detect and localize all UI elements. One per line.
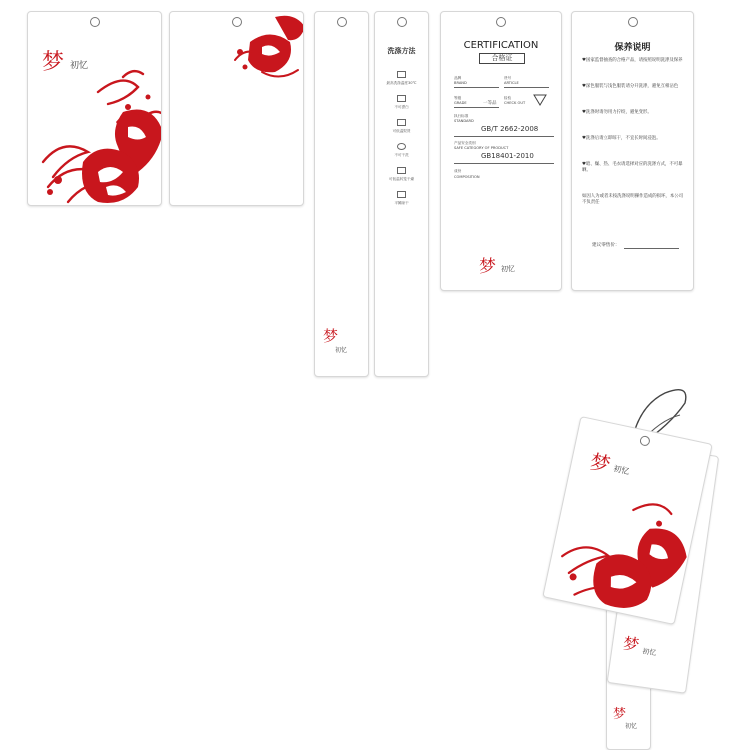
brand-name: 梦 — [613, 707, 627, 722]
care-notes-title: 保养说明 — [614, 43, 651, 53]
safety-label-cn: 产品安全类别 — [454, 141, 476, 145]
safety-value: GB18401-2010 — [481, 152, 534, 160]
care-note-paragraph: ♥深色服装与浅色服装请分开洗涤，避免互相沾色 — [582, 84, 679, 89]
care-instruction-strip — [374, 11, 429, 377]
care-note-paragraph: ♥洗涤时请勿用力拧绞，避免变形。 — [582, 110, 652, 115]
brand-name: 梦 — [323, 327, 339, 345]
brand-subtitle: 初忆 — [335, 347, 348, 354]
tag-hole — [337, 17, 347, 27]
divider — [454, 163, 554, 164]
brand-label-en: BRAND — [454, 81, 467, 85]
brand-name: 梦 — [621, 633, 641, 655]
article-label-cn: 货号 — [504, 76, 512, 80]
certificate-label-box: 合格证 — [479, 53, 525, 64]
safety-label-en: SAFE CATEGORY OF PRODUCT — [454, 146, 509, 150]
care-note-paragraph: ♥洗涤后请立即晾干，不宜长时间浸泡。 — [582, 136, 661, 141]
grade-label-cn: 等级 — [454, 96, 462, 100]
brand-label-cn: 品牌 — [454, 76, 462, 80]
dry-clean-icon — [397, 143, 406, 150]
certification-title: CERTIFICATION — [463, 40, 539, 51]
brand-name: 梦 — [42, 50, 65, 75]
tag-hole — [397, 17, 407, 27]
bleach-icon — [397, 95, 406, 102]
wash-icon — [397, 71, 406, 78]
care-notes-tag — [571, 11, 694, 291]
brand-subtitle: 初忆 — [501, 265, 515, 273]
article-label-en: ARTICLE — [504, 81, 519, 85]
divider — [454, 136, 554, 137]
care-note-paragraph: ♥国家监督抽查的合格产品，请按照说明洗涤及保养 — [582, 58, 683, 63]
care-note-paragraph: ♥暗、燥、热、毛衣请选择对应的洗涤方式，不可暴晒。 — [582, 162, 683, 174]
divider — [454, 87, 499, 88]
standard-value: GB/T 2662-2008 — [481, 125, 539, 133]
grade-label-en: GRADE — [454, 101, 467, 105]
certification-tag — [440, 11, 562, 291]
tumble-dry-icon — [397, 167, 406, 174]
care-item: 最高洗涤温度30℃ — [386, 81, 417, 85]
blank-back-tag — [169, 11, 304, 206]
brand-subtitle: 初忆 — [612, 464, 631, 477]
signature-line — [624, 248, 679, 249]
brand-subtitle: 初忆 — [625, 723, 638, 730]
care-item: 可低温熨烫 — [392, 129, 411, 133]
care-item: 不可漂白 — [394, 105, 409, 109]
brand-subtitle: 初忆 — [70, 61, 89, 71]
iron-icon — [397, 119, 406, 126]
standard-label-en: STANDARD — [454, 119, 474, 123]
care-item: 不可干洗 — [394, 153, 409, 157]
care-note-paragraph: 如因人为或者未按洗涤说明操作造成的损坏，本公司不负责任 — [582, 194, 683, 206]
narrow-brand-strip — [314, 11, 369, 377]
corner-flower-illustration — [170, 12, 304, 92]
retail-price-label: 建议零售价： — [592, 243, 620, 248]
divider — [504, 87, 549, 88]
brand-front-tag — [27, 11, 162, 206]
grade-value: 一等品 — [483, 101, 497, 106]
brand-name: 梦 — [479, 257, 496, 277]
care-item: 平摊晾干 — [394, 201, 409, 205]
standard-label-cn: 执行标准 — [454, 114, 469, 118]
peony-flower-illustration — [28, 12, 162, 206]
brand-subtitle: 初忆 — [641, 647, 657, 658]
check-label-cn: 检验 — [504, 96, 512, 100]
composition-label-cn: 成份 — [454, 169, 462, 173]
tag-hole — [628, 17, 638, 27]
composition-label-en: COMPOSITION — [454, 175, 480, 179]
flat-dry-icon — [397, 191, 406, 198]
care-item: 可低温转笼干燥 — [388, 177, 415, 181]
inspection-triangle-icon — [533, 94, 547, 106]
tag-hole — [496, 17, 506, 27]
check-label-en: CHECK OUT — [504, 101, 526, 105]
care-title: 洗涤方法 — [387, 47, 416, 55]
divider — [454, 107, 499, 108]
brand-name: 梦 — [588, 449, 613, 477]
